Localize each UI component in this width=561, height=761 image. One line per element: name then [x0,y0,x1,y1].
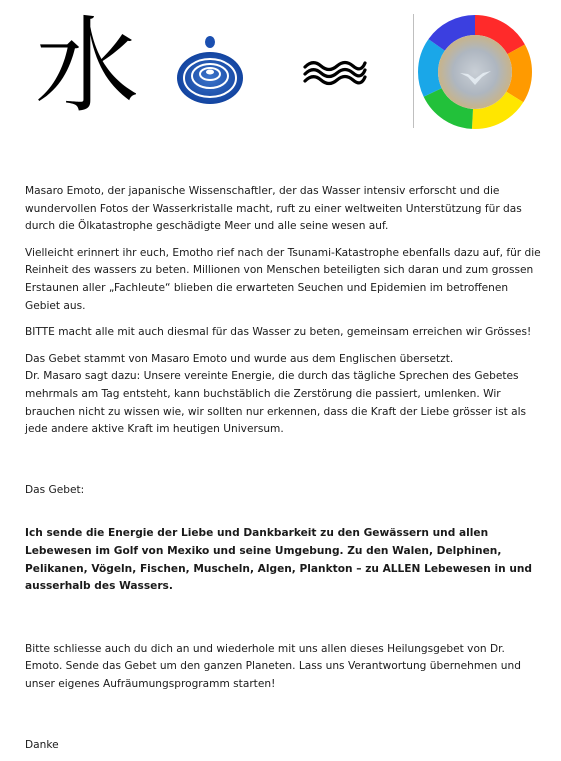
closing-thanks: Danke [25,739,59,752]
water-drop-ripple-icon [176,34,244,106]
divider [413,14,414,128]
appeal-paragraph: BITTE macht alle mit auch diesmal für das Wasser zu beten, gemeinsam erreichen wir Grösses! [25,326,532,339]
color-spectrum-ring-icon [418,15,532,129]
intro-paragraph: Masaro Emoto, der japanische Wissenschaftler, der das Wasser intensiv erforscht und die wundervollen Fotos der Wasserkristalle macht, ruft zu einer weltweiten Unterstützung für das durch die Ölkatastrophe geschädigte Meer und alle seine wesen auf. [25,185,522,233]
water-waves-icon [302,58,368,88]
letter-body [25,183,543,755]
source-line: Das Gebet stammt von Masaro Emoto und wurde aus dem Englischen übersetzt. [25,352,454,365]
tsunami-paragraph: Vielleicht erinnert ihr euch, Emotho rief nach der Tsunami-Katastrophe ebenfalls dazu auf, für die Reinheit des wassers zu beten. Millionen von Menschen beteiligten sich daran und zum grossen Erstaunen aller „Fachleute“ blieben die erwarteten Seuchen und Epidemien im betroffenen Gebiet aus. [25,246,541,312]
quote-paragraph: Dr. Masaro sagt dazu: Unsere vereinte Energie, die durch das tägliche Sprechen des Gebetes mehrmals am Tag entsteht, kann buchstäblich die Zerstörung die passiert, umlenken. Wir brauchen nicht zu wissen wie, wir sollten nur erkennen, dass die Kraft der Liebe grösser ist als jede andere aktive Kraft im heutigen Universum. [25,370,527,436]
prayer-text: Ich sende die Energie der Liebe und Dankbarkeit zu den Gewässern und allen Lebewesen im Golf von Mexiko und seine Umgebung. Zu den Walen, Delphinen, Pelikanen, Vögeln, Fischen, Muscheln, Algen, Plankton – zu ALLEN Lebewesen in und ausserhalb des Wassers. [25,527,533,593]
header-images [0,0,561,140]
call-to-action-paragraph: Bitte schliesse auch du dich an und wiederhole mit uns allen dieses Heilungsgebet von Dr. Emoto. Sende das Gebet um den ganzen Planeten. Lass uns Verantwortung übernehmen und unser eigenes Aufräumungsprogramm starten! [25,642,521,690]
water-kanji-icon: 水 [34,5,139,127]
prayer-heading: Das Gebet: [25,483,85,496]
